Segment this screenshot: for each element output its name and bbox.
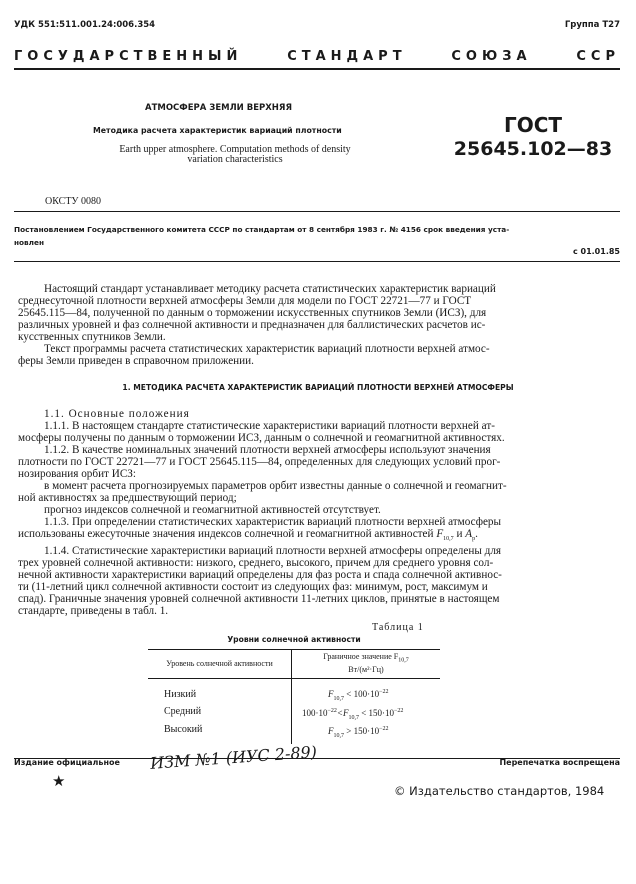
intro-paragraph bbox=[18, 343, 618, 367]
intro-paragraph bbox=[18, 283, 618, 343]
text-line: Настоящий стандарт устанавливает методику расчета статистических характеристик вариаций bbox=[44, 283, 496, 295]
effective-date: с 01.01.85 bbox=[572, 247, 620, 256]
english-title-line: variation characteristics bbox=[187, 154, 283, 165]
banner-word: СТАНДАРТ bbox=[287, 49, 407, 64]
decree-line: Постановлением Государственного комитета СССР по стандартам от 8 сентября 1983 г. № 4156 срок введения уста- bbox=[14, 225, 510, 234]
text-line: трех уровней солнечной активности: низкого, среднего, высокого, причем для среднего уровня сол- bbox=[18, 557, 494, 570]
table-label: Таблица 1 bbox=[372, 622, 424, 633]
text-line: нозирования орбит ИСЗ: bbox=[18, 468, 136, 480]
text-line: стандарте, приведены в табл. 1. bbox=[18, 605, 169, 618]
text-line: в момент расчета прогнозируемых параметров орбит известны данные о солнечной и геомагнит- bbox=[44, 480, 507, 492]
text-line: спад). Граничные значения уровней солнечной активности 11-летних циклов, принятые в настоящем bbox=[18, 593, 500, 606]
table-cell-level: Средний bbox=[164, 706, 202, 717]
text-line: феры Земли приведен в справочном приложении. bbox=[18, 355, 254, 367]
banner-word: СОЮЗА bbox=[451, 49, 532, 64]
table-header-level: Уровень солнечной активности bbox=[166, 659, 273, 668]
reprint-notice: Перепечатка воспрещена bbox=[499, 758, 620, 767]
text-line: различных уровней и фаз солнечной активности и предназначен для баллистических расчетов ис- bbox=[18, 319, 486, 331]
text-line: ной активностях за предшествующий период; bbox=[18, 492, 237, 504]
text-line: 1.1.4. Статистические характеристики вариаций плотности верхней атмосферы определены для bbox=[44, 545, 502, 558]
section-body bbox=[18, 408, 618, 617]
document-title: АТМОСФЕРА ЗЕМЛИ ВЕРХНЯЯ bbox=[145, 103, 293, 113]
banner-rule bbox=[14, 68, 620, 70]
subsection-heading: 1.1. Основные положения bbox=[44, 408, 190, 420]
title-rule bbox=[14, 211, 620, 212]
decree-rule bbox=[14, 261, 620, 262]
copyright-icon: © bbox=[394, 784, 406, 798]
publisher-line: © Издательство стандартов, 1984 bbox=[394, 784, 605, 798]
text-line: 25645.115—84, полученной по данным о торможении искусственных спутников Земли (ИСЗ), для bbox=[18, 307, 487, 319]
banner-word: ГОСУДАРСТВЕННЫЙ bbox=[14, 49, 243, 64]
standard-banner bbox=[14, 49, 620, 64]
gost-number: 25645.102—83 bbox=[453, 138, 613, 160]
gost-label: ГОСТ bbox=[503, 113, 563, 137]
official-edition: Издание официальное bbox=[14, 758, 120, 767]
decree-text bbox=[14, 223, 620, 249]
table-cell-value: $F_{10,7} > 150\cdot 10^{-22}$ bbox=[328, 726, 389, 739]
decree-line: новлен bbox=[14, 238, 45, 247]
table-cell-level: Высокий bbox=[164, 724, 203, 735]
english-title bbox=[85, 145, 385, 165]
text-line: прогноз индексов солнечной и геомагнитной активностей отсутствует. bbox=[44, 504, 381, 516]
level-table bbox=[148, 649, 440, 744]
text-line: нечной активности характеристики вариаций определены для фаз роста и спада солнечной активнос- bbox=[18, 569, 502, 582]
text-line: 1.1.1. В настоящем стандарте статистические характеристики вариаций плотности верхней ат- bbox=[44, 420, 495, 432]
table-caption: Уровни солнечной активности bbox=[227, 635, 361, 644]
text-line: среднесуточной плотности верхней атмосферы Земли для модели по ГОСТ 22721—77 и ГОСТ bbox=[18, 295, 472, 307]
text-line: кусственных спутников Земли. bbox=[18, 331, 166, 343]
text-line: плотности по ГОСТ 22721—77 и ГОСТ 25645.115—84, определенных для следующих условий прог- bbox=[18, 456, 501, 468]
text-line: использованы ежесуточные значения индексов солнечной и геомагнитной активностей $F_{10,7}$ и $A_p$. bbox=[18, 528, 478, 543]
table-header-unit: Вт/(м²·Гц) bbox=[348, 665, 384, 674]
udc-code: УДК 551:511.001.24:006.354 bbox=[14, 20, 156, 30]
text-line: 1.1.3. При определении статистических характеристик вариаций плотности верхней атмосферы bbox=[44, 516, 502, 528]
table-header-value: Граничное значение $F_{10,7}$ bbox=[323, 652, 409, 664]
text-line: ти (11-летний цикл солнечной активности состоит из следующих фаз: минимум, рост, максимум и bbox=[18, 581, 488, 594]
english-title-line: Earth upper atmosphere. Computation methods of density bbox=[119, 144, 351, 155]
text-line: Текст программы расчета статистических характеристик вариаций плотности верхней атмос- bbox=[44, 343, 490, 355]
section-heading: 1. МЕТОДИКА РАСЧЕТА ХАРАКТЕРИСТИК ВАРИАЦИЙ ПЛОТНОСТИ ВЕРХНЕЙ АТМОСФЕРЫ bbox=[122, 383, 514, 392]
star-icon: ★ bbox=[52, 774, 66, 790]
table-cell-value: $100\cdot 10^{-22}<F_{10,7} < 150\cdot 10^{-22}$ bbox=[302, 708, 404, 721]
banner-word: ССР bbox=[576, 49, 620, 64]
document-subtitle: Методика расчета характеристик вариаций плотности bbox=[93, 126, 342, 135]
table-cell-level: Низкий bbox=[164, 689, 197, 700]
table-cell-value: $F_{10,7} < 100\cdot 10^{-22}$ bbox=[328, 689, 389, 702]
text-line: мосферы получены по данным о торможении ИСЗ, данным о солнечной и геомагнитной активностях. bbox=[18, 432, 505, 444]
okstu-code: ОКСТУ 0080 bbox=[45, 196, 102, 207]
text-line: 1.1.2. В качестве номинальных значений плотности верхней атмосферы используют значения bbox=[44, 444, 491, 456]
handwritten-amendment: ИЗМ №1 (ИУС 2-89) bbox=[149, 742, 318, 773]
group-code: Группа Т27 bbox=[564, 20, 620, 30]
